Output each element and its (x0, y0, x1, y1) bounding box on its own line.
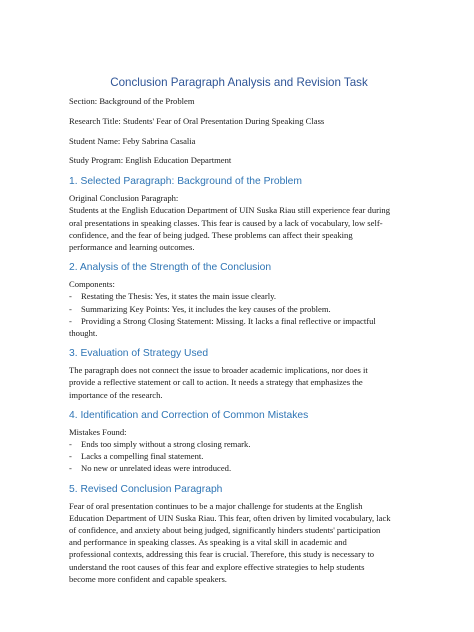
section-3-line: provide a reflective statement or call to action. It needs a strategy that emphasizes the (69, 377, 363, 388)
student-name: Student Name: Feby Sabrina Casalia (69, 135, 196, 146)
list-item-text: Ends too simply without a strong closing remark. (81, 439, 251, 450)
dash-bullet: - (69, 439, 72, 450)
section-5-heading: 5. Revised Conclusion Paragraph (69, 483, 223, 495)
list-item-text: Providing a Strong Closing Statement: Missing. It lacks a final reflective or impactful (81, 315, 376, 326)
dash-bullet: - (69, 451, 72, 462)
section-3-line: importance of the research. (69, 389, 163, 400)
section-info: Section: Background of the Problem (69, 96, 195, 106)
section-4-heading: 4. Identification and Correction of Common Mistakes (69, 409, 309, 421)
section-5-line: understand the root causes of this fear and explore effective strategies to help students (69, 561, 365, 572)
section-2-heading: 2. Analysis of the Strength of the Conclusion (69, 262, 272, 274)
section-1-line: confidence, and the fear of being judged. These problems can affect their speaking (69, 229, 353, 240)
section-4-label: Mistakes Found: (69, 426, 127, 437)
list-item-continuation: thought. (69, 328, 98, 339)
list-item (69, 315, 409, 327)
section-5-line: and performance in speaking classes. As speaking is a vital skill in academic and (69, 537, 347, 548)
list-item-text: Summarizing Key Points: Yes, it includes the key causes of the problem. (81, 303, 331, 314)
section-1-line: oral presentations in speaking classes. This fear is caused by a lack of vocabulary, low self- (69, 217, 383, 228)
section-5-line: Fear of oral presentation continues to be a major challenge for students at the English (69, 500, 363, 511)
section-1-label: Original Conclusion Paragraph: (69, 193, 179, 204)
document-page (69, 74, 409, 585)
section-3-line: The paragraph does not connect the issue to broader academic implications, nor does it (69, 365, 368, 376)
section-3-heading: 3. Evaluation of Strategy Used (69, 348, 209, 360)
study-program: Study Program: English Education Department (69, 155, 232, 166)
section-1-line: Students at the English Education Department of UIN Suska Riau still experience fear during (69, 205, 390, 216)
list-item-text: Restating the Thesis: Yes, it states the main issue clearly. (81, 291, 277, 302)
list-item (69, 450, 409, 462)
dash-bullet: - (69, 291, 72, 302)
section-5-line: professional contexts, addressing this fear is crucial. Therefore, this study is necessary to (69, 549, 375, 560)
section-1-line: performance and learning outcomes. (69, 242, 195, 252)
list-item-text: Lacks a compelling final statement. (81, 451, 204, 462)
list-item (69, 290, 409, 302)
list-item (69, 462, 409, 474)
list-item (69, 438, 409, 450)
document-title: Conclusion Paragraph Analysis and Revision Task (110, 76, 368, 89)
dash-bullet: - (69, 463, 72, 474)
section-5-line: of confidence, and anxiety about being judged, significantly hinders students' participation (69, 525, 381, 536)
dash-bullet: - (69, 303, 72, 314)
list-item-text: No new or unrelated ideas were introduced. (81, 463, 232, 474)
section-2-label: Components: (69, 279, 115, 290)
research-title: Research Title: Students' Fear of Oral Presentation During Speaking Class (69, 115, 325, 126)
section-1-heading: 1. Selected Paragraph: Background of the Problem (69, 176, 302, 188)
section-5-line: become more confident and capable speakers. (69, 573, 227, 584)
dash-bullet: - (69, 315, 72, 326)
section-5-line: Education Department of UIN Suska Riau. This fear, often driven by limited vocabulary, lack (69, 512, 391, 523)
list-item (69, 303, 409, 315)
